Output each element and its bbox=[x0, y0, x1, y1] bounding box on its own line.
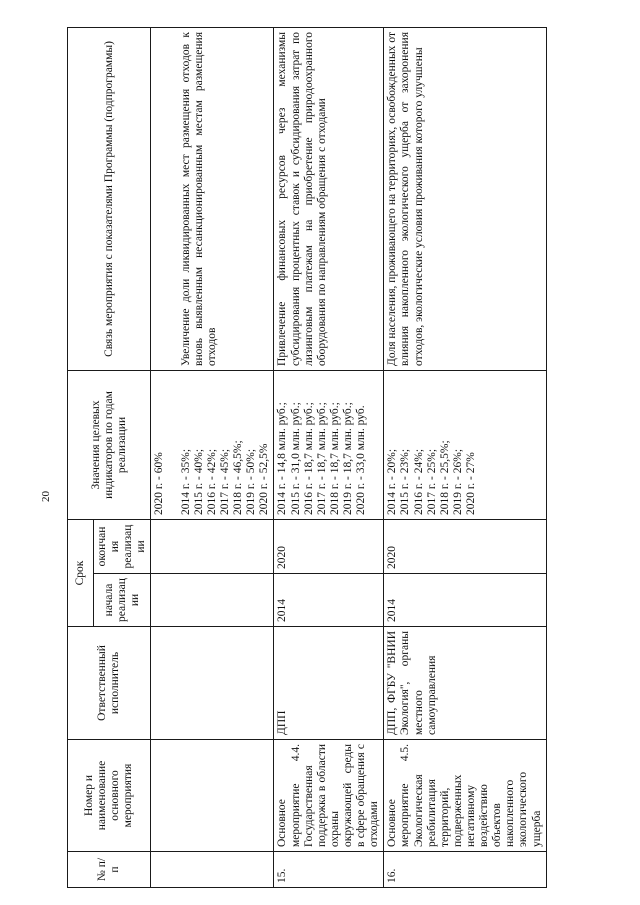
row-executor: ДПП bbox=[274, 627, 384, 740]
target-line: 2014 г. - 35%; bbox=[179, 448, 192, 515]
row-name: Основное мероприятие 4.4. Государственная поддержка в области охраны окружающей среды в сфере обращения с отходами bbox=[274, 740, 384, 852]
target-line: 2015 г. - 40%; bbox=[192, 448, 205, 515]
row-end: 2020 bbox=[274, 519, 384, 573]
target-line: 2014 г. - 20%; bbox=[386, 448, 399, 515]
target-line: 2019 г. - 26%; bbox=[451, 448, 464, 515]
target-line: 2017 г. - 25%; bbox=[425, 448, 438, 515]
row-start: 2014 bbox=[384, 574, 546, 627]
row-link: Привлечение финансовых ресурсов через механизмы субсидирования процентных ставок и субсидирования затрат по лизинговым платежам на приобретение природоохранного оборудования по направлениям обращения с отходами bbox=[274, 27, 384, 370]
row-name: Основное мероприятие 4.5. Экологическая реабилитация территорий, подверженных негативному воздействию объектов накопленного экологического ущерба bbox=[384, 740, 546, 852]
target-line: 2017 г. - 45%; bbox=[218, 448, 231, 515]
target-line: 2020 г. - 27% bbox=[464, 452, 477, 515]
target-line: 2018 г. - 46,5%; bbox=[232, 440, 245, 515]
target-line: 2018 г. - 18,7 млн. руб.; bbox=[328, 402, 341, 515]
target-line: 2015 г. - 23%; bbox=[399, 448, 412, 515]
target-line: 2019 г. - 50%; bbox=[245, 448, 258, 515]
header-executor: Ответственный исполнитель bbox=[68, 627, 151, 740]
header-end: окончания реализации bbox=[94, 519, 151, 573]
table-row bbox=[384, 27, 546, 887]
row-executor: ДПП, ФГБУ "ВНИИ Экология", органы местного самоуправления bbox=[384, 627, 546, 740]
header-targets: Значения целевых индикаторов по годам реализации bbox=[68, 370, 151, 519]
target-line: 2020 г. - 52,5% bbox=[258, 443, 271, 515]
table-row bbox=[151, 27, 274, 887]
row-num: 16. bbox=[384, 852, 546, 888]
target-line: 2016 г. - 24%; bbox=[412, 448, 425, 515]
target-line bbox=[167, 375, 180, 515]
target-line: 2014 г. - 14,8 млн. руб.; bbox=[276, 402, 289, 515]
target-line: 2015 г. - 31,0 млн. руб.; bbox=[289, 402, 302, 515]
row-link: Увеличение доли ликвидированных мест размещения отходов к вновь выявленным несанкционированным местам размещения отходов bbox=[151, 27, 274, 370]
row-start: 2014 bbox=[274, 574, 384, 627]
landscape-sheet bbox=[67, 28, 543, 888]
row-targets bbox=[384, 370, 546, 519]
program-table bbox=[67, 27, 547, 888]
target-line: 2017 г. - 18,7 млн. руб.; bbox=[315, 402, 328, 515]
row-num: 15. bbox=[274, 852, 384, 888]
row-link: Доля населения, проживающего на территориях, освобожденных от влияния накопленного экологического ущерба от захоронения отходов, экологические условия проживания которого улучшены bbox=[384, 27, 546, 370]
page-number: 20 bbox=[40, 491, 52, 502]
header-term: Срок bbox=[68, 519, 94, 626]
row-end: 2020 bbox=[384, 519, 546, 573]
target-line: 2020 г. - 33,0 млн. руб. bbox=[355, 405, 368, 515]
target-line: 2016 г. - 42%; bbox=[205, 448, 218, 515]
header-num: № п/п bbox=[68, 852, 151, 888]
target-line: 2018 г. - 25,5%; bbox=[438, 440, 451, 515]
header-name: Номер и наименование основного мероприятия bbox=[68, 740, 151, 852]
header-start: начала реализации bbox=[94, 574, 151, 627]
row-name bbox=[151, 740, 274, 852]
row-targets bbox=[151, 370, 274, 519]
row-executor bbox=[151, 627, 274, 740]
row-num bbox=[151, 852, 274, 888]
target-line: 2020 г. - 60% bbox=[153, 452, 166, 515]
row-end bbox=[151, 519, 274, 573]
row-start bbox=[151, 574, 274, 627]
target-line: 2019 г. - 18,7 млн. руб.; bbox=[341, 402, 354, 515]
target-line: 2016 г. - 18,7 млн. руб.; bbox=[302, 402, 315, 515]
row-targets bbox=[274, 370, 384, 519]
table-row bbox=[274, 27, 384, 887]
header-link: Связь мероприятия с показателями Программы (подпрограммы) bbox=[68, 27, 151, 370]
